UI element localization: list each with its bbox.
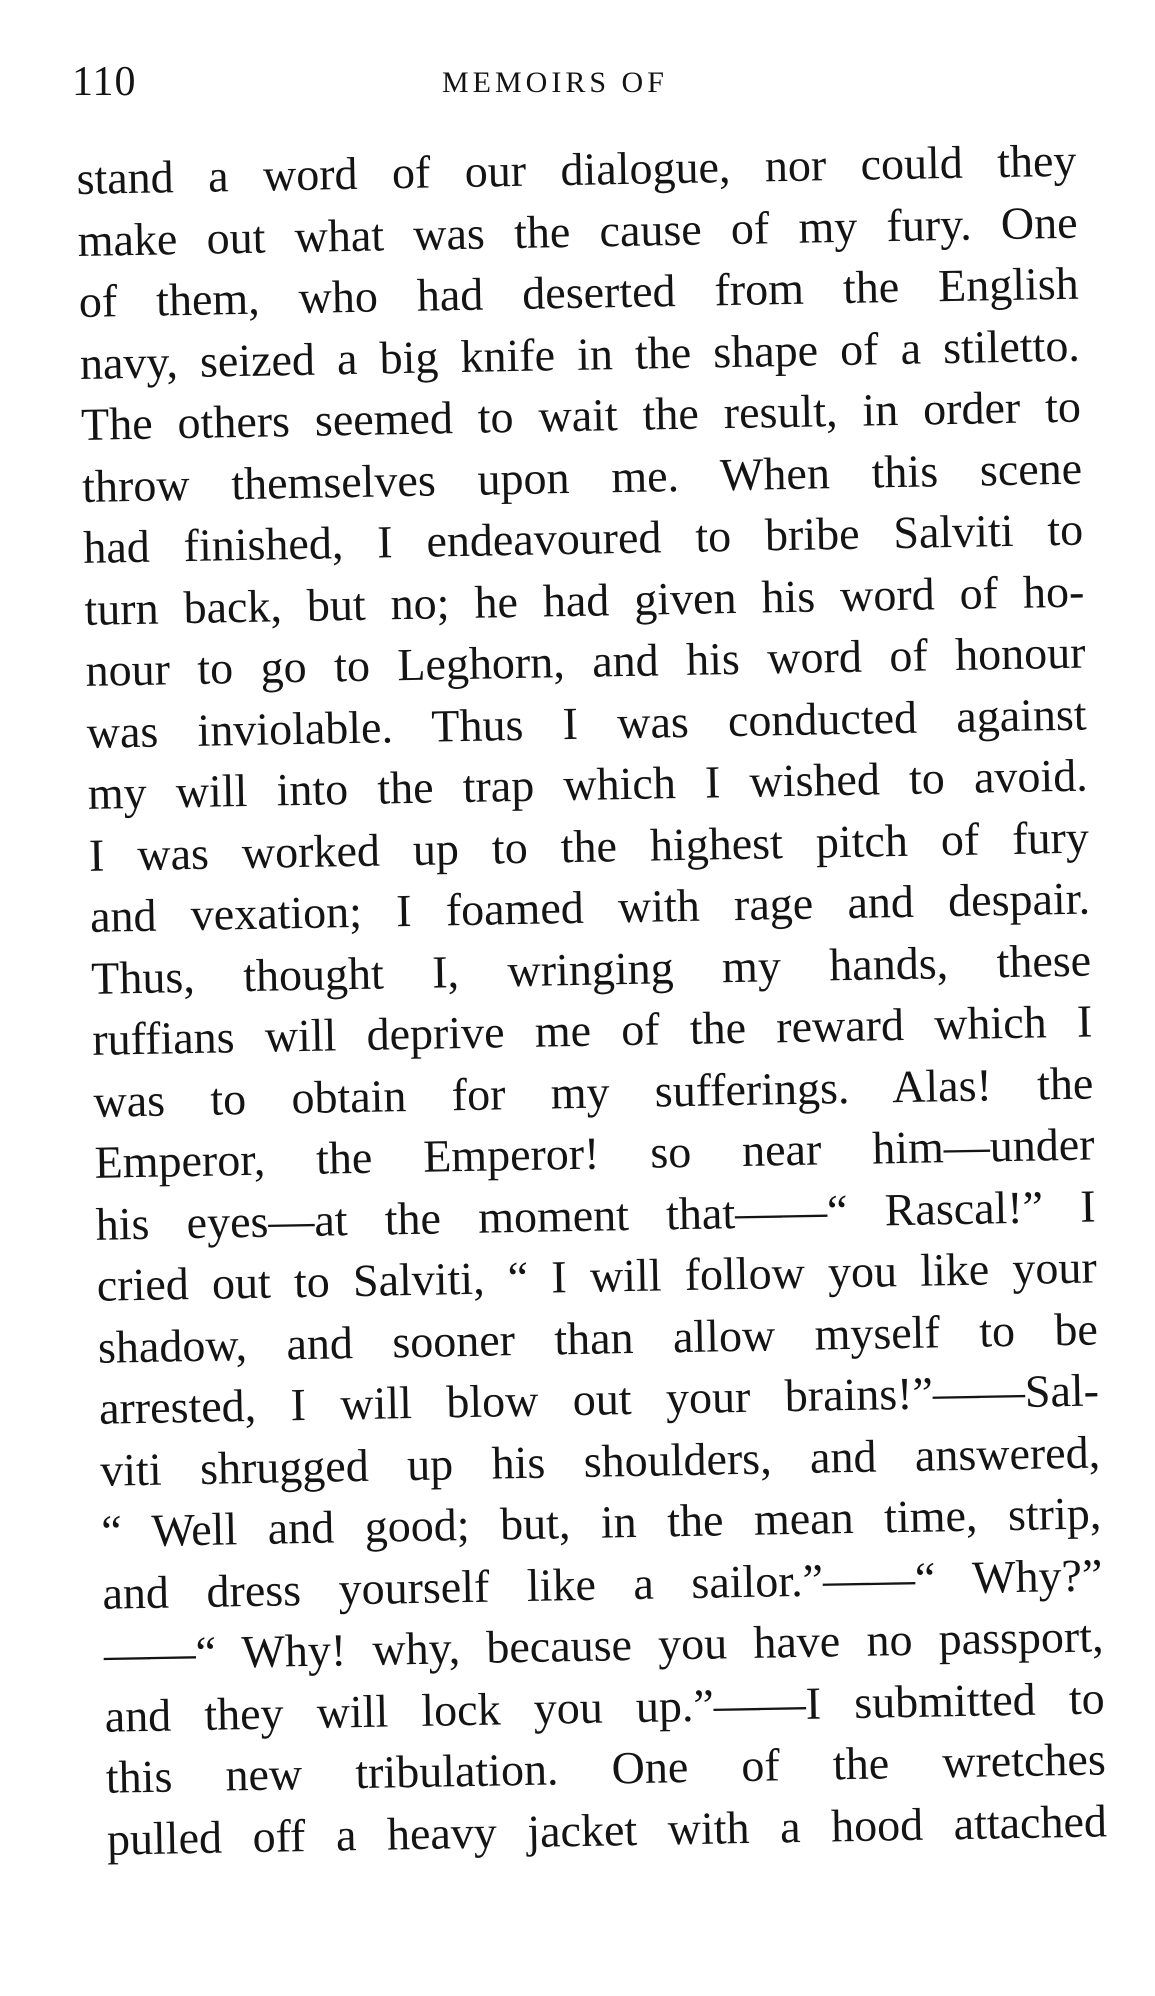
text-line: shadow, and sooner than allow myself to be — [97, 1302, 1099, 1373]
text-line: viti shrugged up his shoulders, and answered, — [99, 1425, 1101, 1496]
text-line: Emperor, the Emperor! so near him—under — [94, 1118, 1095, 1188]
text-line: turn back, but no; he had given his word of ho- — [83, 565, 1085, 635]
text-line: of them, who had deserted from the English — [78, 257, 1080, 327]
body-text — [76, 130, 1107, 1870]
text-line: throw themselves upon me. When this scene — [81, 442, 1083, 512]
text-line: was inviolable. Thus I was conducted against — [86, 688, 1088, 758]
text-line: and they will lock you up.”——I submitted to — [104, 1671, 1106, 1742]
text-line: his eyes—at the moment that——“ Rascal!” I — [95, 1179, 1097, 1250]
text-line: ——“ Why! why, because you have no passport, — [103, 1610, 1104, 1680]
text-line: arrested, I will blow out your brains!”——Sal- — [98, 1364, 1100, 1434]
text-line: make out what was the cause of my fury. One — [77, 196, 1078, 266]
text-line: nour to go to Leghorn, and his word of honour — [85, 626, 1086, 696]
page-number: 110 — [72, 59, 137, 105]
text-line: ruffians will deprive me of the reward which I — [91, 995, 1093, 1065]
text-line: cried out to Salviti, “ I will follow you like your — [96, 1241, 1098, 1311]
text-line: had finished, I endeavoured to bribe Salviti to — [82, 503, 1084, 573]
text-line: and vexation; I foamed with rage and despair. — [89, 872, 1091, 942]
text-line: pulled off a heavy jacket with a hood attached — [106, 1794, 1108, 1865]
text-line: “ Well and good; but, in the mean time, strip, — [100, 1487, 1102, 1557]
text-line: navy, seized a big knife in the shape of a stiletto. — [79, 319, 1081, 389]
text-line: Thus, thought I, wringing my hands, these — [90, 934, 1092, 1004]
text-line: this new tribulation. One of the wretches — [105, 1733, 1107, 1803]
text-line: I was worked up to the highest pitch of fury — [88, 811, 1090, 881]
text-line: stand a word of our dialogue, nor could they — [76, 134, 1077, 204]
running-title: MEMOIRS OF — [442, 66, 668, 99]
text-line: my will into the trap which I wished to avoid. — [87, 749, 1089, 819]
running-head — [72, 58, 1072, 118]
text-line: and dress yourself like a sailor.”——“ Why?” — [102, 1548, 1103, 1619]
text-line: was to obtain for my sufferings. Alas! the — [92, 1057, 1094, 1127]
text-line: The others seemed to wait the result, in order to — [80, 380, 1082, 450]
